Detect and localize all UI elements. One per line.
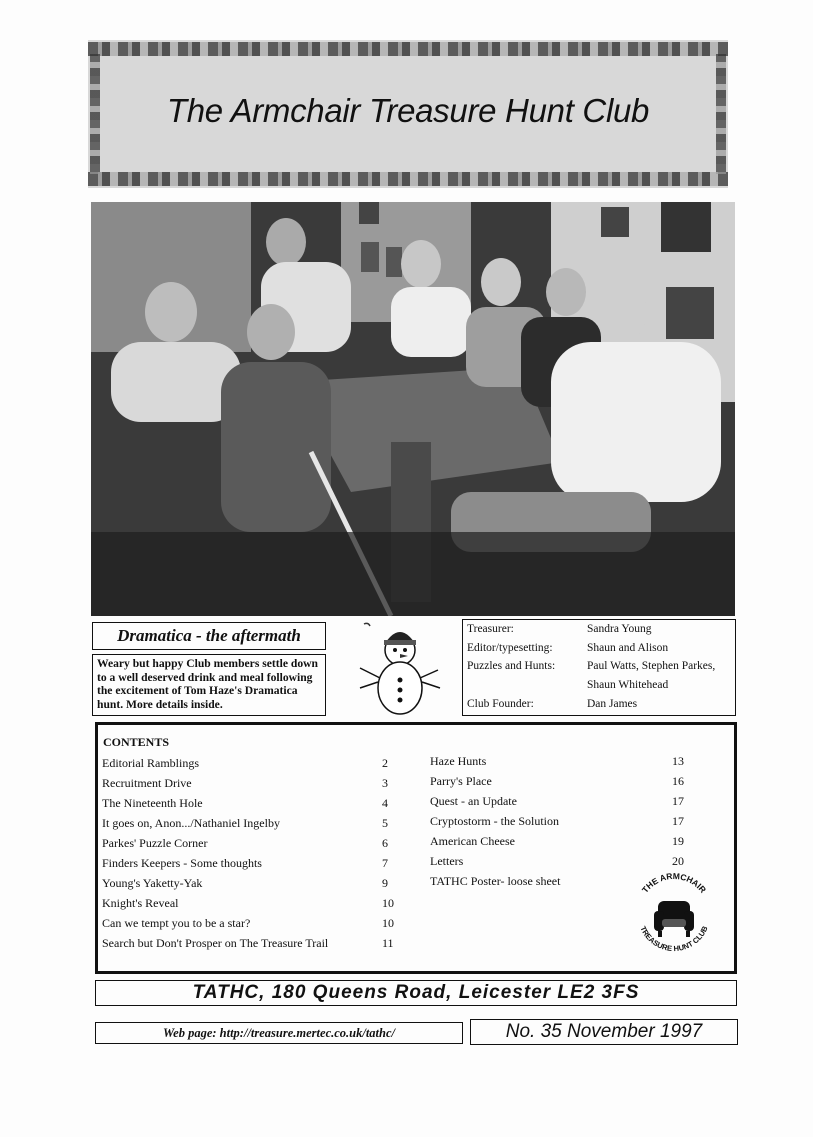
- staff-role: Puzzles and Hunts:: [467, 660, 556, 672]
- toc-item: Knight's Reveal: [102, 896, 179, 910]
- web-page-link[interactable]: Web page: http://treasure.mertec.co.uk/tathc/: [95, 1022, 463, 1044]
- toc-item: Haze Hunts: [430, 754, 487, 768]
- toc-item: Editorial Ramblings: [102, 756, 199, 770]
- snowman-icon: [342, 620, 452, 720]
- club-address: TATHC, 180 Queens Road, Leicester LE2 3FS: [95, 980, 737, 1006]
- issue-number: No. 35 November 1997: [470, 1019, 738, 1045]
- caption-title: Dramatica - the aftermath: [92, 622, 326, 650]
- toc-item: Parry's Place: [430, 774, 492, 788]
- logo-bottom-text: TREASURE HUNT CLUB: [638, 924, 710, 954]
- toc-page: 5: [382, 816, 388, 830]
- toc-page: 3: [382, 776, 388, 790]
- staff-role: Club Founder:: [467, 698, 534, 710]
- toc-item: American Cheese: [430, 834, 515, 848]
- holly-border-top: [88, 42, 728, 56]
- staff-box: [462, 619, 736, 716]
- toc-item: Recruitment Drive: [102, 776, 192, 790]
- staff-name: Shaun and Alison: [587, 642, 669, 654]
- armchair-icon: [654, 901, 694, 937]
- club-logo: [628, 867, 720, 959]
- toc-item: Quest - an Update: [430, 794, 517, 808]
- toc-item: TATHC Poster- loose sheet: [430, 874, 561, 888]
- contents-box: [95, 722, 737, 974]
- toc-page: 17: [672, 794, 684, 808]
- staff-name: Dan James: [587, 698, 638, 710]
- toc-page: 11: [382, 936, 394, 950]
- toc-page: 7: [382, 856, 388, 870]
- toc-item: Letters: [430, 854, 464, 868]
- club-members-photo: [91, 202, 735, 616]
- masthead-banner: [88, 40, 728, 188]
- toc-page: 20: [672, 854, 684, 868]
- toc-item: Young's Yaketty-Yak: [102, 876, 203, 890]
- toc-page: 4: [382, 796, 388, 810]
- toc-item: Search but Don't Prosper on The Treasure Trail: [102, 936, 329, 950]
- toc-page: 19: [672, 834, 684, 848]
- toc-page: 10: [382, 896, 394, 910]
- toc-page: 17: [672, 814, 684, 828]
- newsletter-title: The Armchair Treasure Hunt Club: [166, 92, 650, 129]
- holly-border-bottom: [88, 172, 728, 186]
- toc-page: 16: [672, 774, 684, 788]
- toc-item: The Nineteenth Hole: [102, 796, 203, 810]
- toc-page: 10: [382, 916, 394, 930]
- staff-name: Paul Watts, Stephen Parkes,: [587, 660, 716, 672]
- logo-top-text: THE ARMCHAIR: [639, 870, 709, 895]
- toc-page: 9: [382, 876, 388, 890]
- toc-page: 2: [382, 756, 388, 770]
- toc-item: Can we tempt you to be a star?: [102, 916, 251, 930]
- toc-item: Parkes' Puzzle Corner: [102, 836, 208, 850]
- staff-role: Editor/typesetting:: [467, 642, 553, 654]
- toc-page: 13: [672, 754, 684, 768]
- staff-name: Shaun Whitehead: [587, 679, 669, 691]
- caption-text: Weary but happy Club members settle down to a well deserved drink and meal following the excitement of Tom Haze's Dramatica hunt. More details inside.: [92, 654, 326, 716]
- toc-item: Cryptostorm - the Solution: [430, 814, 559, 828]
- contents-heading: CONTENTS: [103, 735, 170, 749]
- toc-page: 6: [382, 836, 388, 850]
- staff-name: Sandra Young: [587, 623, 652, 635]
- toc-item: Finders Keepers - Some thoughts: [102, 856, 262, 870]
- toc-item: It goes on, Anon.../Nathaniel Ingelby: [102, 816, 280, 830]
- staff-role: Treasurer:: [467, 623, 514, 635]
